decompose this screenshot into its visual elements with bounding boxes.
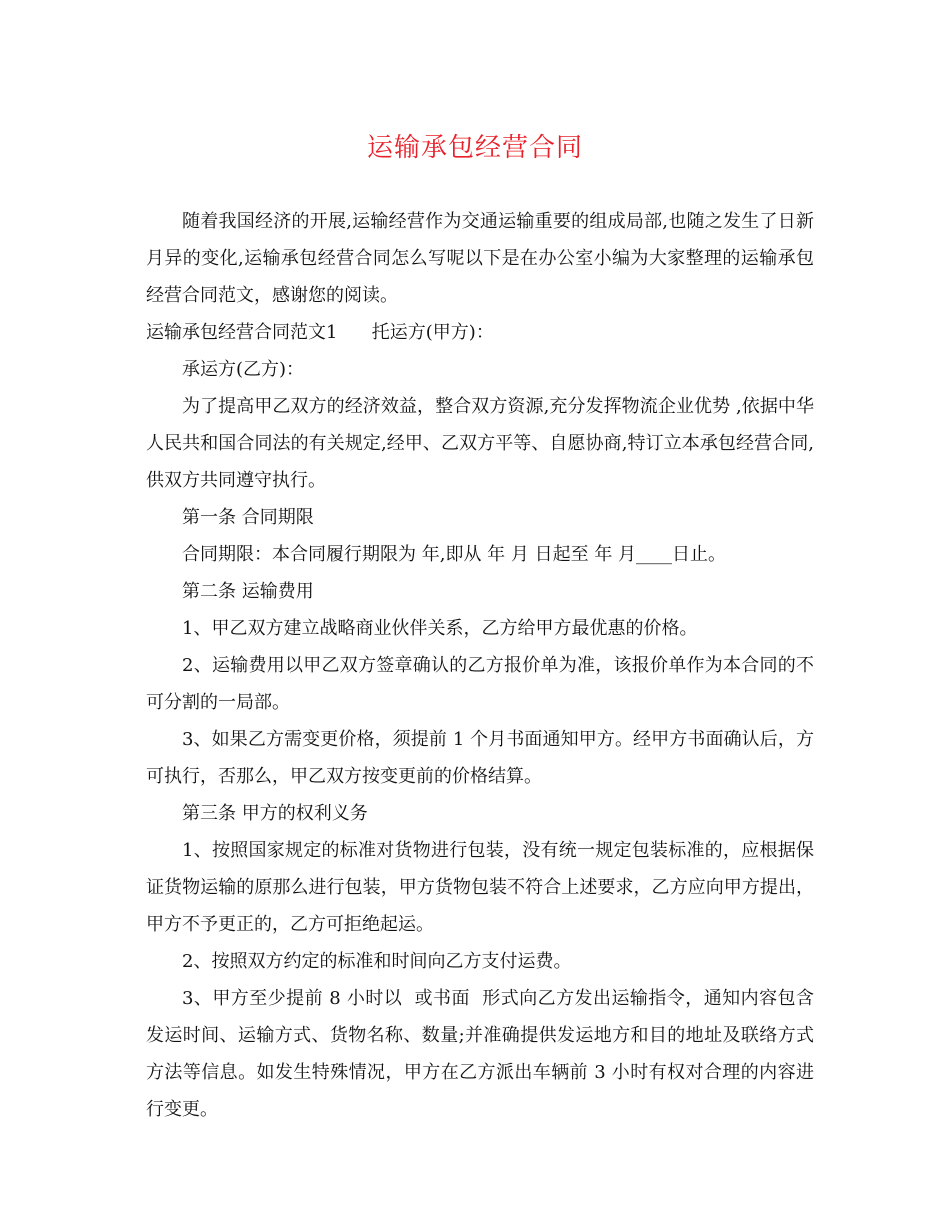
article-2-heading: 第二条 运输费用 — [182, 581, 314, 602]
paragraph-purpose: 为了提高甲乙双方的经济效益，整合双方资源,充分发挥物流企业优势 ,依据中华人民共和国合同法的有关规定,经甲、乙双方平等、自愿协商,特订立本承包经营合同,供双方共同遵守执行。 — [146, 396, 814, 491]
article-2-item-2: 2、运输费用以甲乙双方签章确认的乙方报价单为准，该报价单作为本合同的不可分割的一局部。 — [146, 655, 814, 713]
paragraph-sample-heading: 运输承包经营合同范文1 托运方(甲方)： — [146, 322, 494, 343]
document-title: 运输承包经营合同 — [366, 133, 583, 163]
article-3-heading: 第三条 甲方的权利义务 — [182, 803, 368, 824]
article-3-item-3: 3、甲方至少提前 8 小时以 或书面 形式向乙方发出运输指令，通知内容包含发运时间、运输方式、货物名称、数量;并准确提供发运地方和目的地址及联络方式方法等信息。如发生特殊情况，甲方在乙方派出车辆前 3 小时有权对合理的内容进行变更。 — [146, 988, 814, 1120]
article-1-term: 合同期限：本合同履行期限为 年,即从 年 月 日起至 年 月____日止。 — [182, 544, 727, 565]
article-2-item-1: 1、甲乙双方建立战略商业伙伴关系，乙方给甲方最优惠的价格。 — [182, 618, 698, 639]
article-1-heading: 第一条 合同期限 — [182, 507, 314, 528]
paragraph-carrier: 承运方(乙方)： — [182, 359, 305, 380]
document-body — [146, 203, 814, 1128]
article-3-item-1: 1、按照国家规定的标准对货物进行包装，没有统一规定包装标准的，应根据保证货物运输的原那么进行包装，甲方货物包装不符合上述要求，乙方应向甲方提出，甲方不予更正的，乙方可拒绝起运。 — [146, 840, 814, 935]
article-3-item-2: 2、按照双方约定的标准和时间向乙方支付运费。 — [182, 951, 572, 972]
paragraph-intro: 随着我国经济的开展,运输经营作为交通运输重要的组成局部,也随之发生了日新月异的变化,运输承包经营合同怎么写呢以下是在办公室小编为大家整理的运输承包经营合同范文，感谢您的阅读。 — [146, 211, 814, 306]
article-2-item-3: 3、如果乙方需变更价格，须提前 1 个月书面通知甲方。经甲方书面确认后，方可执行，否那么，甲乙双方按变更前的价格结算。 — [146, 729, 814, 787]
